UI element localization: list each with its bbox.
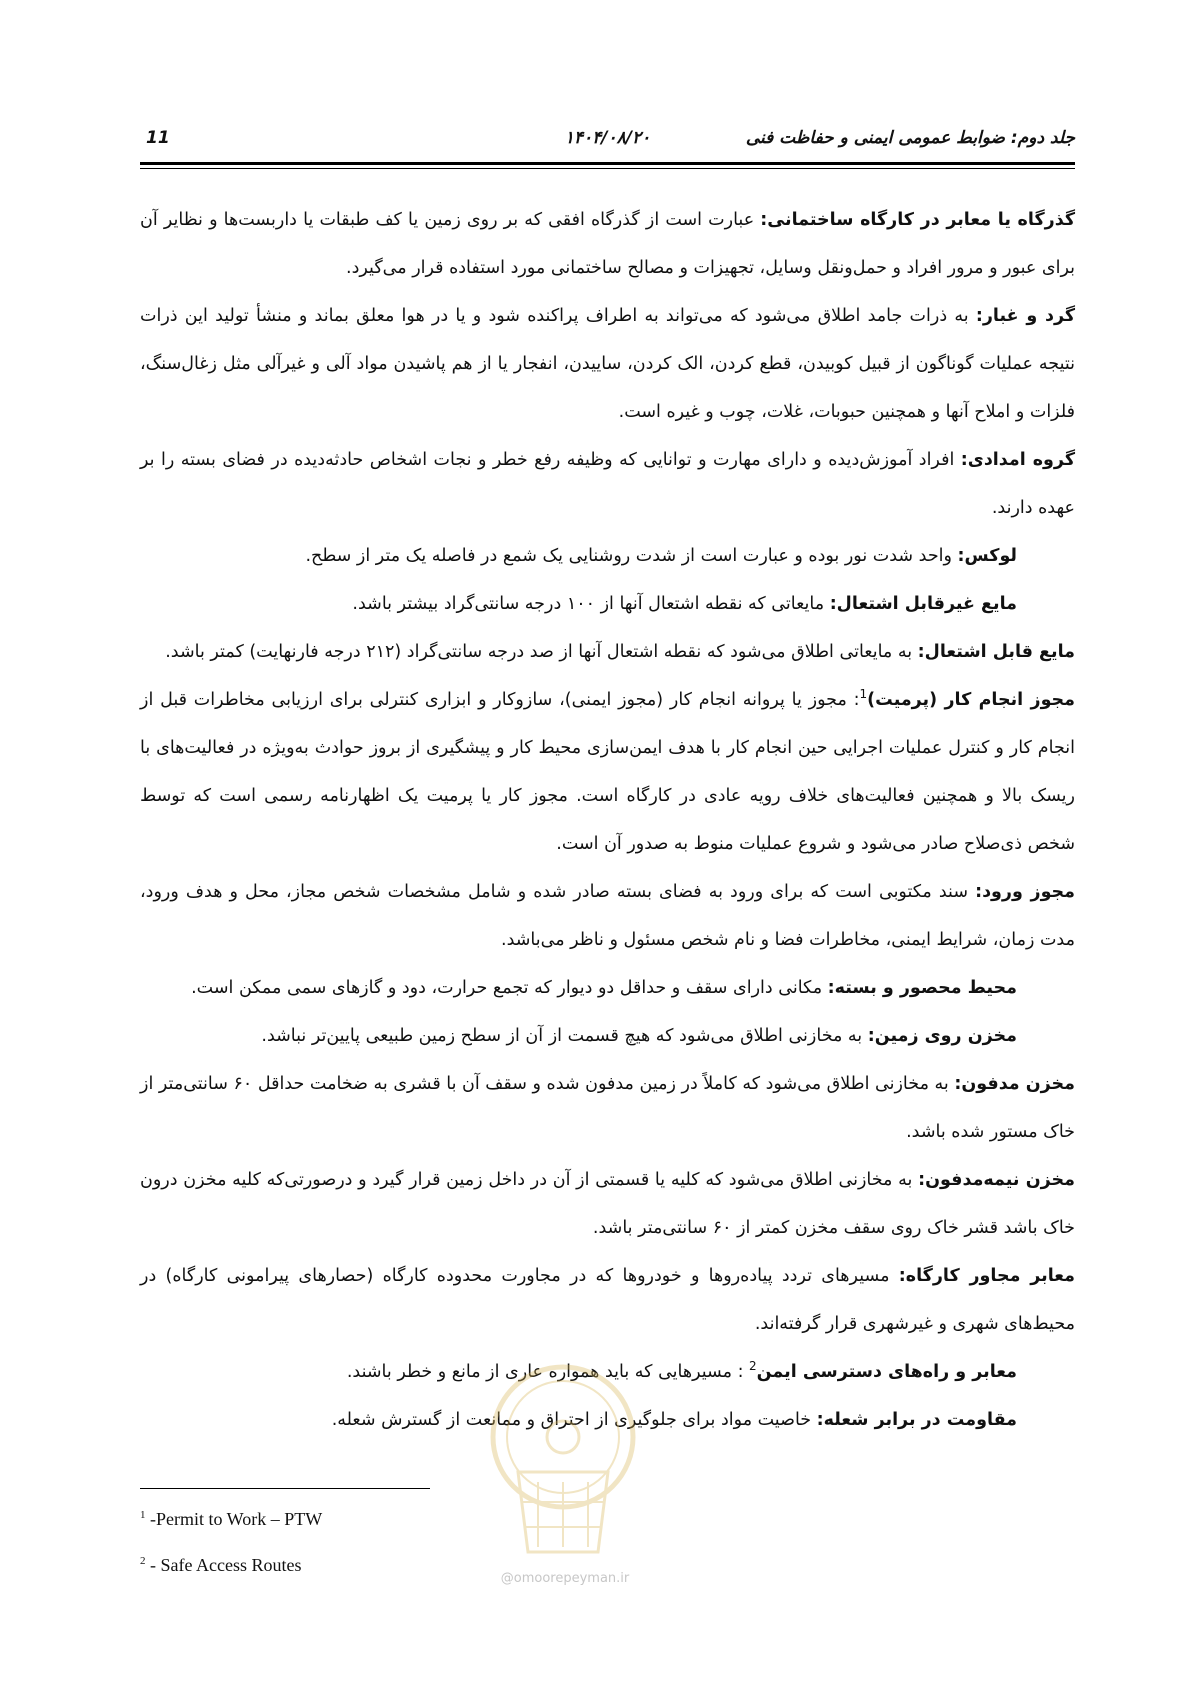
- definition-text: مکانی دارای سقف و حداقل دو دیوار که تجمع حرارت، دود و گازهای سمی ممکن است.: [191, 978, 828, 998]
- footnote-text: - Safe Access Routes: [145, 1555, 302, 1575]
- footnote-item: [140, 1500, 640, 1546]
- header-rule-thick: [140, 162, 1075, 165]
- definition-term: معابر و راه‌های دسترسی ایمن: [756, 1362, 1017, 1382]
- footnote-reference[interactable]: 2: [749, 1359, 757, 1374]
- definition-paragraph: [140, 196, 1075, 292]
- definition-text: به مایعاتی اطلاق می‌شود که نقطه اشتعال آنها از صد درجه سانتی‌گراد (۲۱۲ درجه فارنهایت) کمتر باشد.: [165, 642, 918, 662]
- page-number: 11: [146, 128, 170, 148]
- header-title: جلد دوم: ضوابط عمومی ایمنی و حفاظت فنی: [745, 128, 1075, 148]
- definition-text: به ذرات جامد اطلاق می‌شود که می‌تواند به اطراف پراکنده شود و یا در هوا معلق بماند و منشأ تولید این ذرات نتیجه عملیات گوناگون از قبیل کوبیدن، قطع کردن، الک کردن، ساییدن، انفجار یا از هم پاشیدن مواد آلی و غیرآلی مثل زغال‌سنگ، فلزات و املاح آنها و همچنین حبوبات، غلات، چوب و غیره است.: [140, 306, 1075, 422]
- definition-term: گروه امدادی:: [960, 450, 1075, 470]
- definition-text: : مجوز یا پروانه انجام کار (مجوز ایمنی)، سازوکار و ابزاری کنترلی برای ارزیابی مخاطرات قبل از انجام کار و کنترل عملیات اجرایی حین انجام کار با هدف ایمن‌سازی محیط کار و پیشگیری از بروز حوادث به‌ویژه در فعالیت‌های با ریسک بالا و همچنین فعالیت‌های خلاف رویه عادی در کارگاه است. مجوز کار یا پرمیت یک اظهارنامه رسمی است که توسط شخص ذی‌صلاح صادر می‌شود و شروع عملیات منوط به صدور آن است.: [140, 690, 1075, 854]
- definition-term: مخزن مدفون:: [954, 1074, 1076, 1094]
- definition-term: مخزن روی زمین:: [867, 1026, 1017, 1046]
- definition-term: معابر مجاور کارگاه:: [898, 1266, 1075, 1286]
- definition-term: مجوز ورود:: [975, 882, 1075, 902]
- definition-paragraph: [140, 868, 1075, 964]
- definition-text: واحد شدت نور بوده و عبارت است از شدت روشنایی یک شمع در فاصله یک متر از سطح.: [305, 546, 958, 566]
- definition-paragraph: [140, 532, 1075, 580]
- definition-text: خاصیت مواد برای جلوگیری از احتراق و ممانعت از گسترش شعله.: [331, 1410, 817, 1430]
- definition-paragraph: [140, 1060, 1075, 1156]
- definitions-body: [140, 196, 1075, 1444]
- footnote-rule: [140, 1488, 430, 1489]
- definition-term: مایع قابل اشتعال:: [917, 642, 1075, 662]
- definition-text: به مخازنی اطلاق می‌شود که هیچ قسمت از آن از سطح زمین طبیعی پایین‌تر نباشد.: [261, 1026, 868, 1046]
- definition-term: مخزن نیمه‌مدفون:: [918, 1170, 1076, 1190]
- definition-text: مسیرهای تردد پیاده‌روها و خودروها که در مجاورت محدوده کارگاه (حصارهای پیرامونی کارگاه) در محیط‌های شهری و غیرشهری قرار گرفته‌اند.: [140, 1266, 1075, 1334]
- definition-text: به مخازنی اطلاق می‌شود که کلیه یا قسمتی از آن در داخل زمین قرار گیرد و درصورتی‌که کلیه مخزن درون خاک باشد قشر خاک روی سقف مخزن کمتر از ۶۰ سانتی‌متر باشد.: [140, 1170, 1075, 1238]
- definition-term: گرد و غبار:: [975, 306, 1076, 326]
- footnote-number: 1: [140, 1509, 146, 1521]
- footnote-reference[interactable]: 1: [859, 687, 868, 702]
- definition-text: به مخازنی اطلاق می‌شود که کاملاً در زمین مدفون شده و سقف آن با قشری به ضخامت حداقل ۶۰ سانتی‌متر از خاک مستور شده باشد.: [140, 1074, 1075, 1142]
- definition-term: مقاومت در برابر شعله:: [816, 1410, 1017, 1430]
- definition-text: مایعاتی که نقطه اشتعال آنها از ۱۰۰ درجه سانتی‌گراد بیشتر باشد.: [352, 594, 830, 614]
- definition-term: مایع غیرقابل اشتعال:: [829, 594, 1017, 614]
- definition-term: لوکس:: [957, 546, 1017, 566]
- definition-paragraph: [140, 580, 1075, 628]
- header-rule-thin: [140, 168, 1075, 169]
- definition-paragraph: [140, 676, 1075, 868]
- definition-paragraph: [140, 628, 1075, 676]
- footnotes: [140, 1500, 640, 1592]
- header-date: ۱۴۰۴/۰۸/۲۰: [564, 128, 651, 148]
- watermark-url: @omoorepeyman.ir: [500, 1571, 630, 1586]
- definition-paragraph: [140, 436, 1075, 532]
- definition-text: سند مکتوبی است که برای ورود به فضای بسته صادر شده و شامل مشخصات شخص مجاز، محل و هدف ورود، مدت زمان، شرایط ایمنی، مخاطرات فضا و نام شخص مسئول و ناظر می‌باشد.: [140, 882, 1075, 950]
- definition-text: : مسیرهایی که باید همواره عاری از مانع و خطر باشند.: [346, 1362, 750, 1382]
- definition-term: گذرگاه یا معابر در کارگاه ساختمانی:: [760, 210, 1076, 230]
- definition-paragraph: [140, 964, 1075, 1012]
- definition-term: محیط محصور و بسته:: [827, 978, 1017, 998]
- footnote-text: -Permit to Work – PTW: [145, 1509, 323, 1529]
- footnote-item: [140, 1546, 640, 1592]
- definition-text: عبارت است از گذرگاه افقی که بر روی زمین یا کف طبقات یا داربست‌ها و نظایر آن برای عبور و مرور افراد و حمل‌ونقل وسایل، تجهیزات و مصالح ساختمانی مورد استفاده قرار می‌گیرد.: [140, 210, 1075, 278]
- definition-paragraph: [140, 1156, 1075, 1252]
- definition-term: مجوز انجام کار (پرمیت): [867, 690, 1075, 710]
- running-header: [140, 128, 1075, 154]
- definition-text: افراد آموزش‌دیده و دارای مهارت و توانایی که وظیفه رفع خطر و نجات اشخاص حادثه‌دیده در فضای بسته را بر عهده دارند.: [140, 450, 1075, 518]
- definition-paragraph: [140, 292, 1075, 436]
- definition-paragraph: [140, 1252, 1075, 1348]
- footnote-number: 2: [140, 1555, 146, 1567]
- definition-paragraph: [140, 1012, 1075, 1060]
